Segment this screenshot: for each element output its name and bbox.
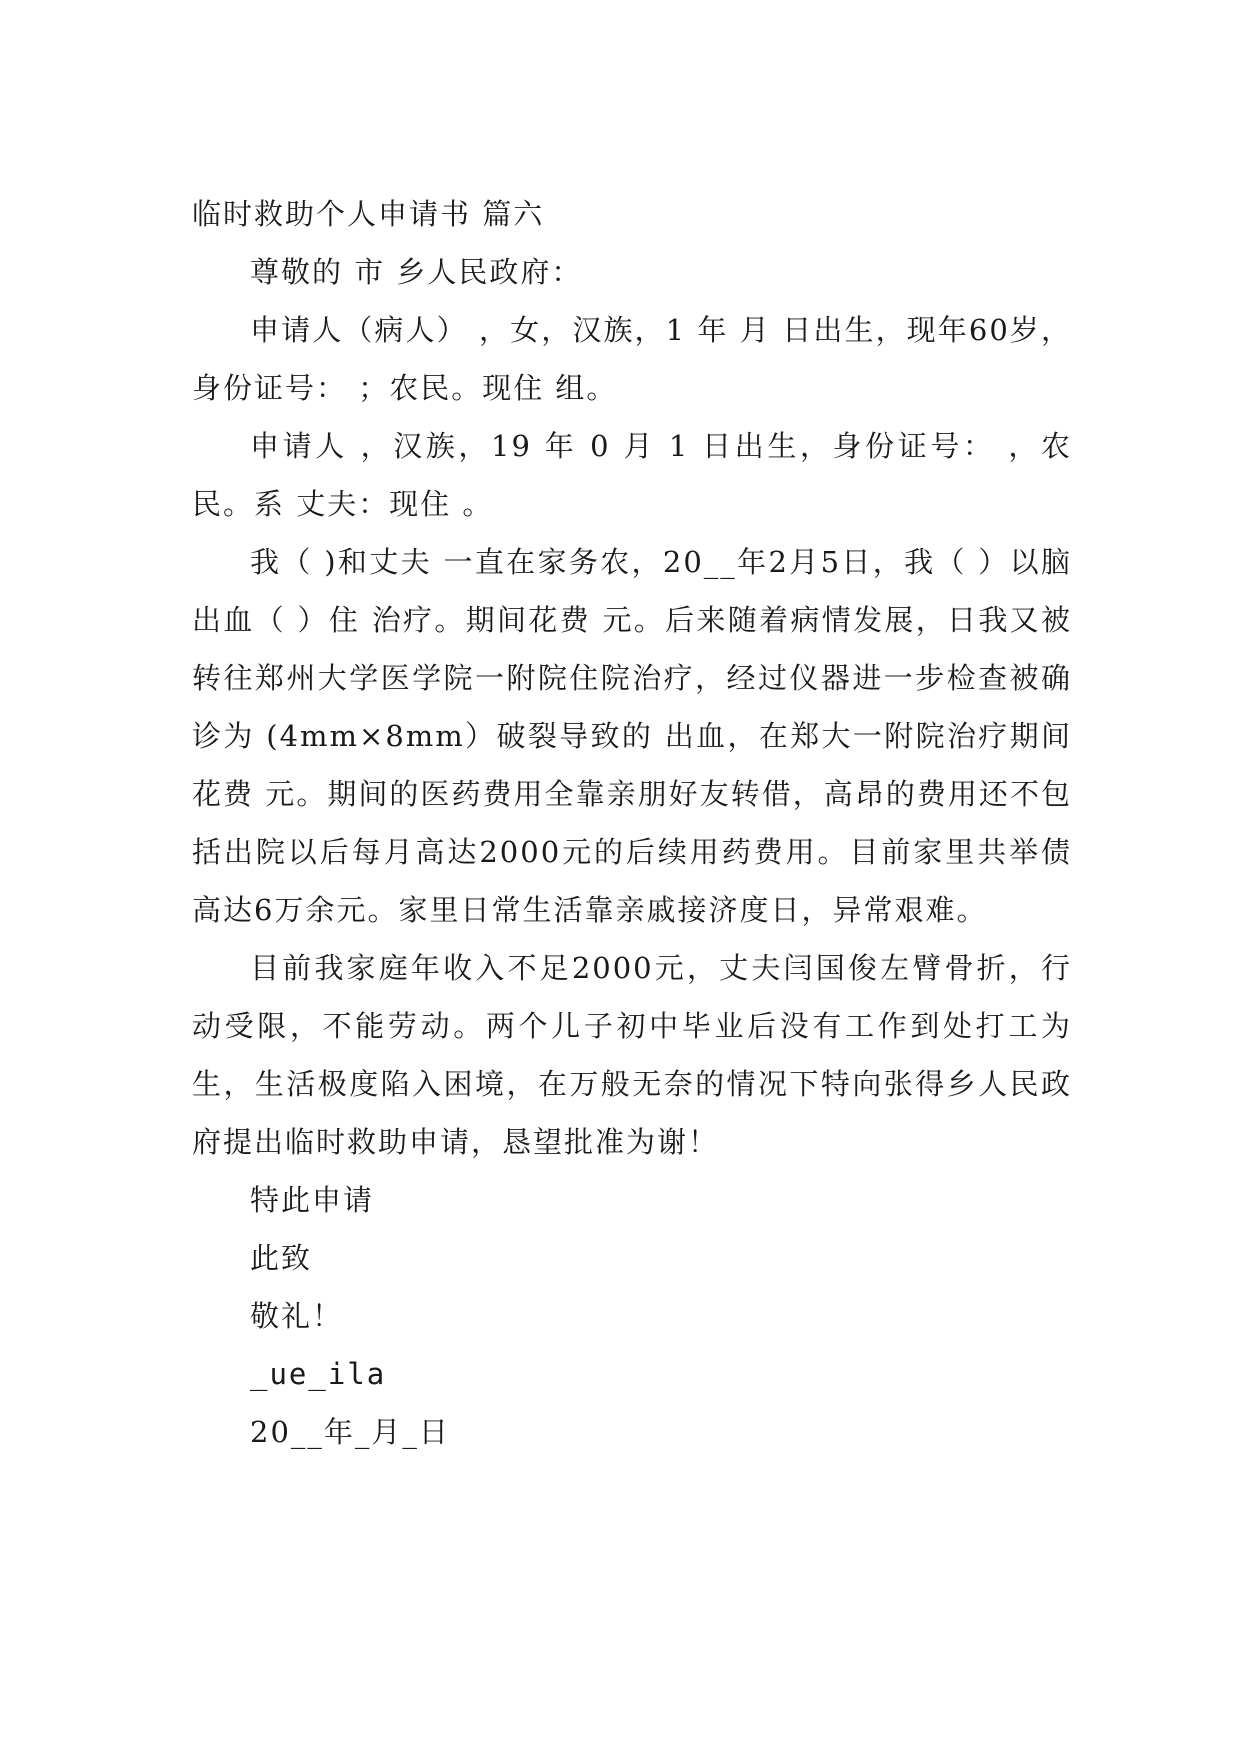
signature-line: _ue_ila <box>250 1357 387 1391</box>
document-title: 临时救助个人申请书 篇六 <box>192 197 545 231</box>
regards-line-1: 此致 <box>250 1241 313 1275</box>
paragraph-applicant-patient: 申请人（病人） ，女，汉族，1 年 月 日出生，现年60岁，身份证号： ；农民。现住 组。 <box>192 313 1072 405</box>
date-line: 20__年_月_日 <box>250 1415 450 1449</box>
regards-line-2: 敬礼！ <box>250 1299 344 1333</box>
paragraph-applicant-husband: 申请人 ，汉族，19 年 0 月 1 日出生，身份证号： ，农民。系 丈夫：现住 。 <box>192 429 1072 521</box>
paragraph-family-situation: 目前我家庭年收入不足2000元，丈夫闫国俊左臂骨折，行动受限，不能劳动。两个儿子初中毕业后没有工作到处打工为生，生活极度陷入困境，在万般无奈的情况下特向张得乡人民政府提出临时救助申请，恳望批准为谢！ <box>192 951 1072 1159</box>
salutation: 尊敬的 市 乡人民政府： <box>250 255 583 289</box>
closing-line: 特此申请 <box>250 1183 375 1217</box>
document-page <box>192 185 1072 1461</box>
paragraph-medical-history: 我（ )和丈夫 一直在家务农，20__年2月5日，我（ ）以脑出血（ ）住 治疗。期间花费 元。后来随着病情发展，日我又被转往郑州大学医学院一附院住院治疗，经过仪器进一步检查被确诊为 (4mm×8mm）破裂导致的 出血，在郑大一附院治疗期间花费 元。期间的医药费用全靠亲朋好友转借，高昂的费用还不包括出院以后每月高达2000元的后续用药费用。目前家里共举债高达6万余元。家里日常生活靠亲戚接济度日，异常艰难。 <box>192 545 1072 927</box>
